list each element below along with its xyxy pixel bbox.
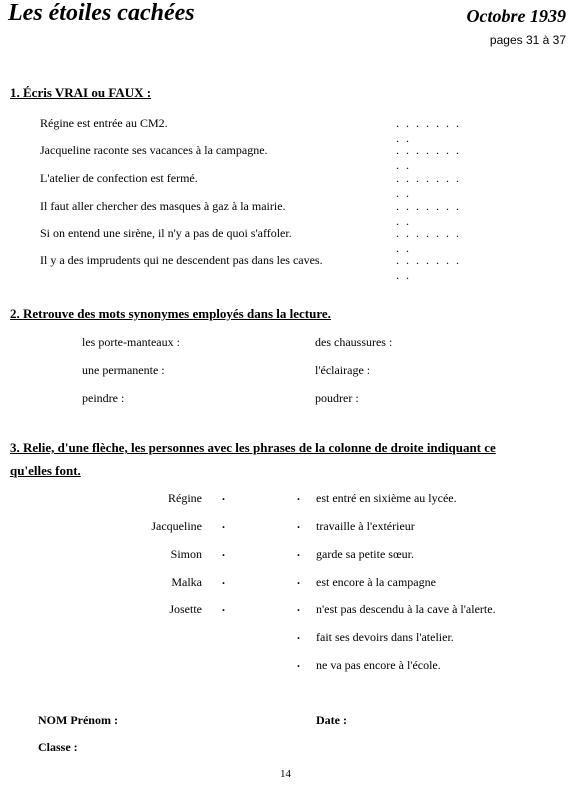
link-dot-right[interactable]: . xyxy=(297,517,300,531)
link-dot-left[interactable]: . xyxy=(222,517,225,531)
action-phrase: n'est pas descendu à la cave à l'alerte. xyxy=(316,602,496,616)
date-heading: Octobre 1939 xyxy=(466,6,566,26)
page-title: Les étoiles cachées xyxy=(8,0,195,26)
page-range: pages 31 à 37 xyxy=(489,33,566,47)
person-name: Josette xyxy=(169,602,202,616)
statement-text: Jacqueline raconte ses vacances à la campagne. xyxy=(40,143,268,157)
link-dot-right[interactable]: . xyxy=(297,628,300,642)
section3-heading-continued: qu'elles font. xyxy=(10,463,81,478)
answer-dots: . . . . . . . . . xyxy=(396,116,461,145)
action-phrase: travaille à l'extérieur xyxy=(316,519,415,533)
link-dot-left[interactable]: . xyxy=(222,489,225,503)
link-dot-left[interactable]: . xyxy=(222,545,225,559)
true-false-item xyxy=(40,253,470,282)
person-name: Régine xyxy=(168,491,202,505)
action-phrase: garde sa petite sœur. xyxy=(316,547,414,561)
action-phrase: est entré en sixième au lycée. xyxy=(316,491,457,505)
synonym-prompt: l'éclairage : xyxy=(315,363,371,377)
section3-heading: 3. Relie, d'une flèche, les personnes avec les phrases de la colonne de droite indiquant ce xyxy=(10,440,496,455)
statement-text: L'atelier de confection est fermé. xyxy=(40,171,198,185)
link-dot-left[interactable]: . xyxy=(222,573,225,587)
answer-dots: . . . . . . . . . xyxy=(396,253,461,282)
action-phrase: est encore à la campagne xyxy=(316,575,436,589)
link-dot-right[interactable]: . xyxy=(297,600,300,614)
synonym-prompt: peindre : xyxy=(82,391,125,405)
action-phrase: ne va pas encore à l'école. xyxy=(316,658,441,672)
action-phrase: fait ses devoirs dans l'atelier. xyxy=(316,630,454,644)
person-name: Jacqueline xyxy=(151,519,202,533)
person-name: Simon xyxy=(170,547,202,561)
answer-dots: . . . . . . . . . xyxy=(396,226,461,255)
class-label: Classe : xyxy=(38,740,78,754)
true-false-item xyxy=(40,143,470,172)
true-false-item xyxy=(40,116,470,145)
section2-heading: 2. Retrouve des mots synonymes employés dans la lecture. xyxy=(10,306,331,321)
link-dot-right[interactable]: . xyxy=(297,573,300,587)
statement-text: Il y a des imprudents qui ne descendent pas dans les caves. xyxy=(40,253,323,267)
statement-text: Il faut aller chercher des masques à gaz à la mairie. xyxy=(40,199,286,213)
synonym-prompt: les porte-manteaux : xyxy=(82,335,180,349)
link-dot-left[interactable]: . xyxy=(222,600,225,614)
page-number: 14 xyxy=(280,768,291,780)
answer-dots: . . . . . . . . . xyxy=(396,199,461,228)
true-false-item xyxy=(40,199,470,228)
answer-dots: . . . . . . . . . xyxy=(396,143,461,172)
link-dot-right[interactable]: . xyxy=(297,545,300,559)
true-false-item xyxy=(40,171,470,200)
statement-text: Régine est entrée au CM2. xyxy=(40,116,168,130)
answer-dots: . . . . . . . . . xyxy=(396,171,461,200)
name-label: NOM Prénom : xyxy=(38,713,118,727)
synonym-prompt: une permanente : xyxy=(82,363,165,377)
date-label: Date : xyxy=(316,713,347,727)
synonym-prompt: des chaussures : xyxy=(315,335,393,349)
section1-heading: 1. Écris VRAI ou FAUX : xyxy=(10,85,152,100)
link-dot-right[interactable]: . xyxy=(297,656,300,670)
link-dot-right[interactable]: . xyxy=(297,489,300,503)
synonym-prompt: poudrer : xyxy=(315,391,359,405)
statement-text: Si on entend une sirène, il n'y a pas de quoi s'affoler. xyxy=(40,226,292,240)
true-false-item xyxy=(40,226,470,255)
person-name: Malka xyxy=(171,575,202,589)
